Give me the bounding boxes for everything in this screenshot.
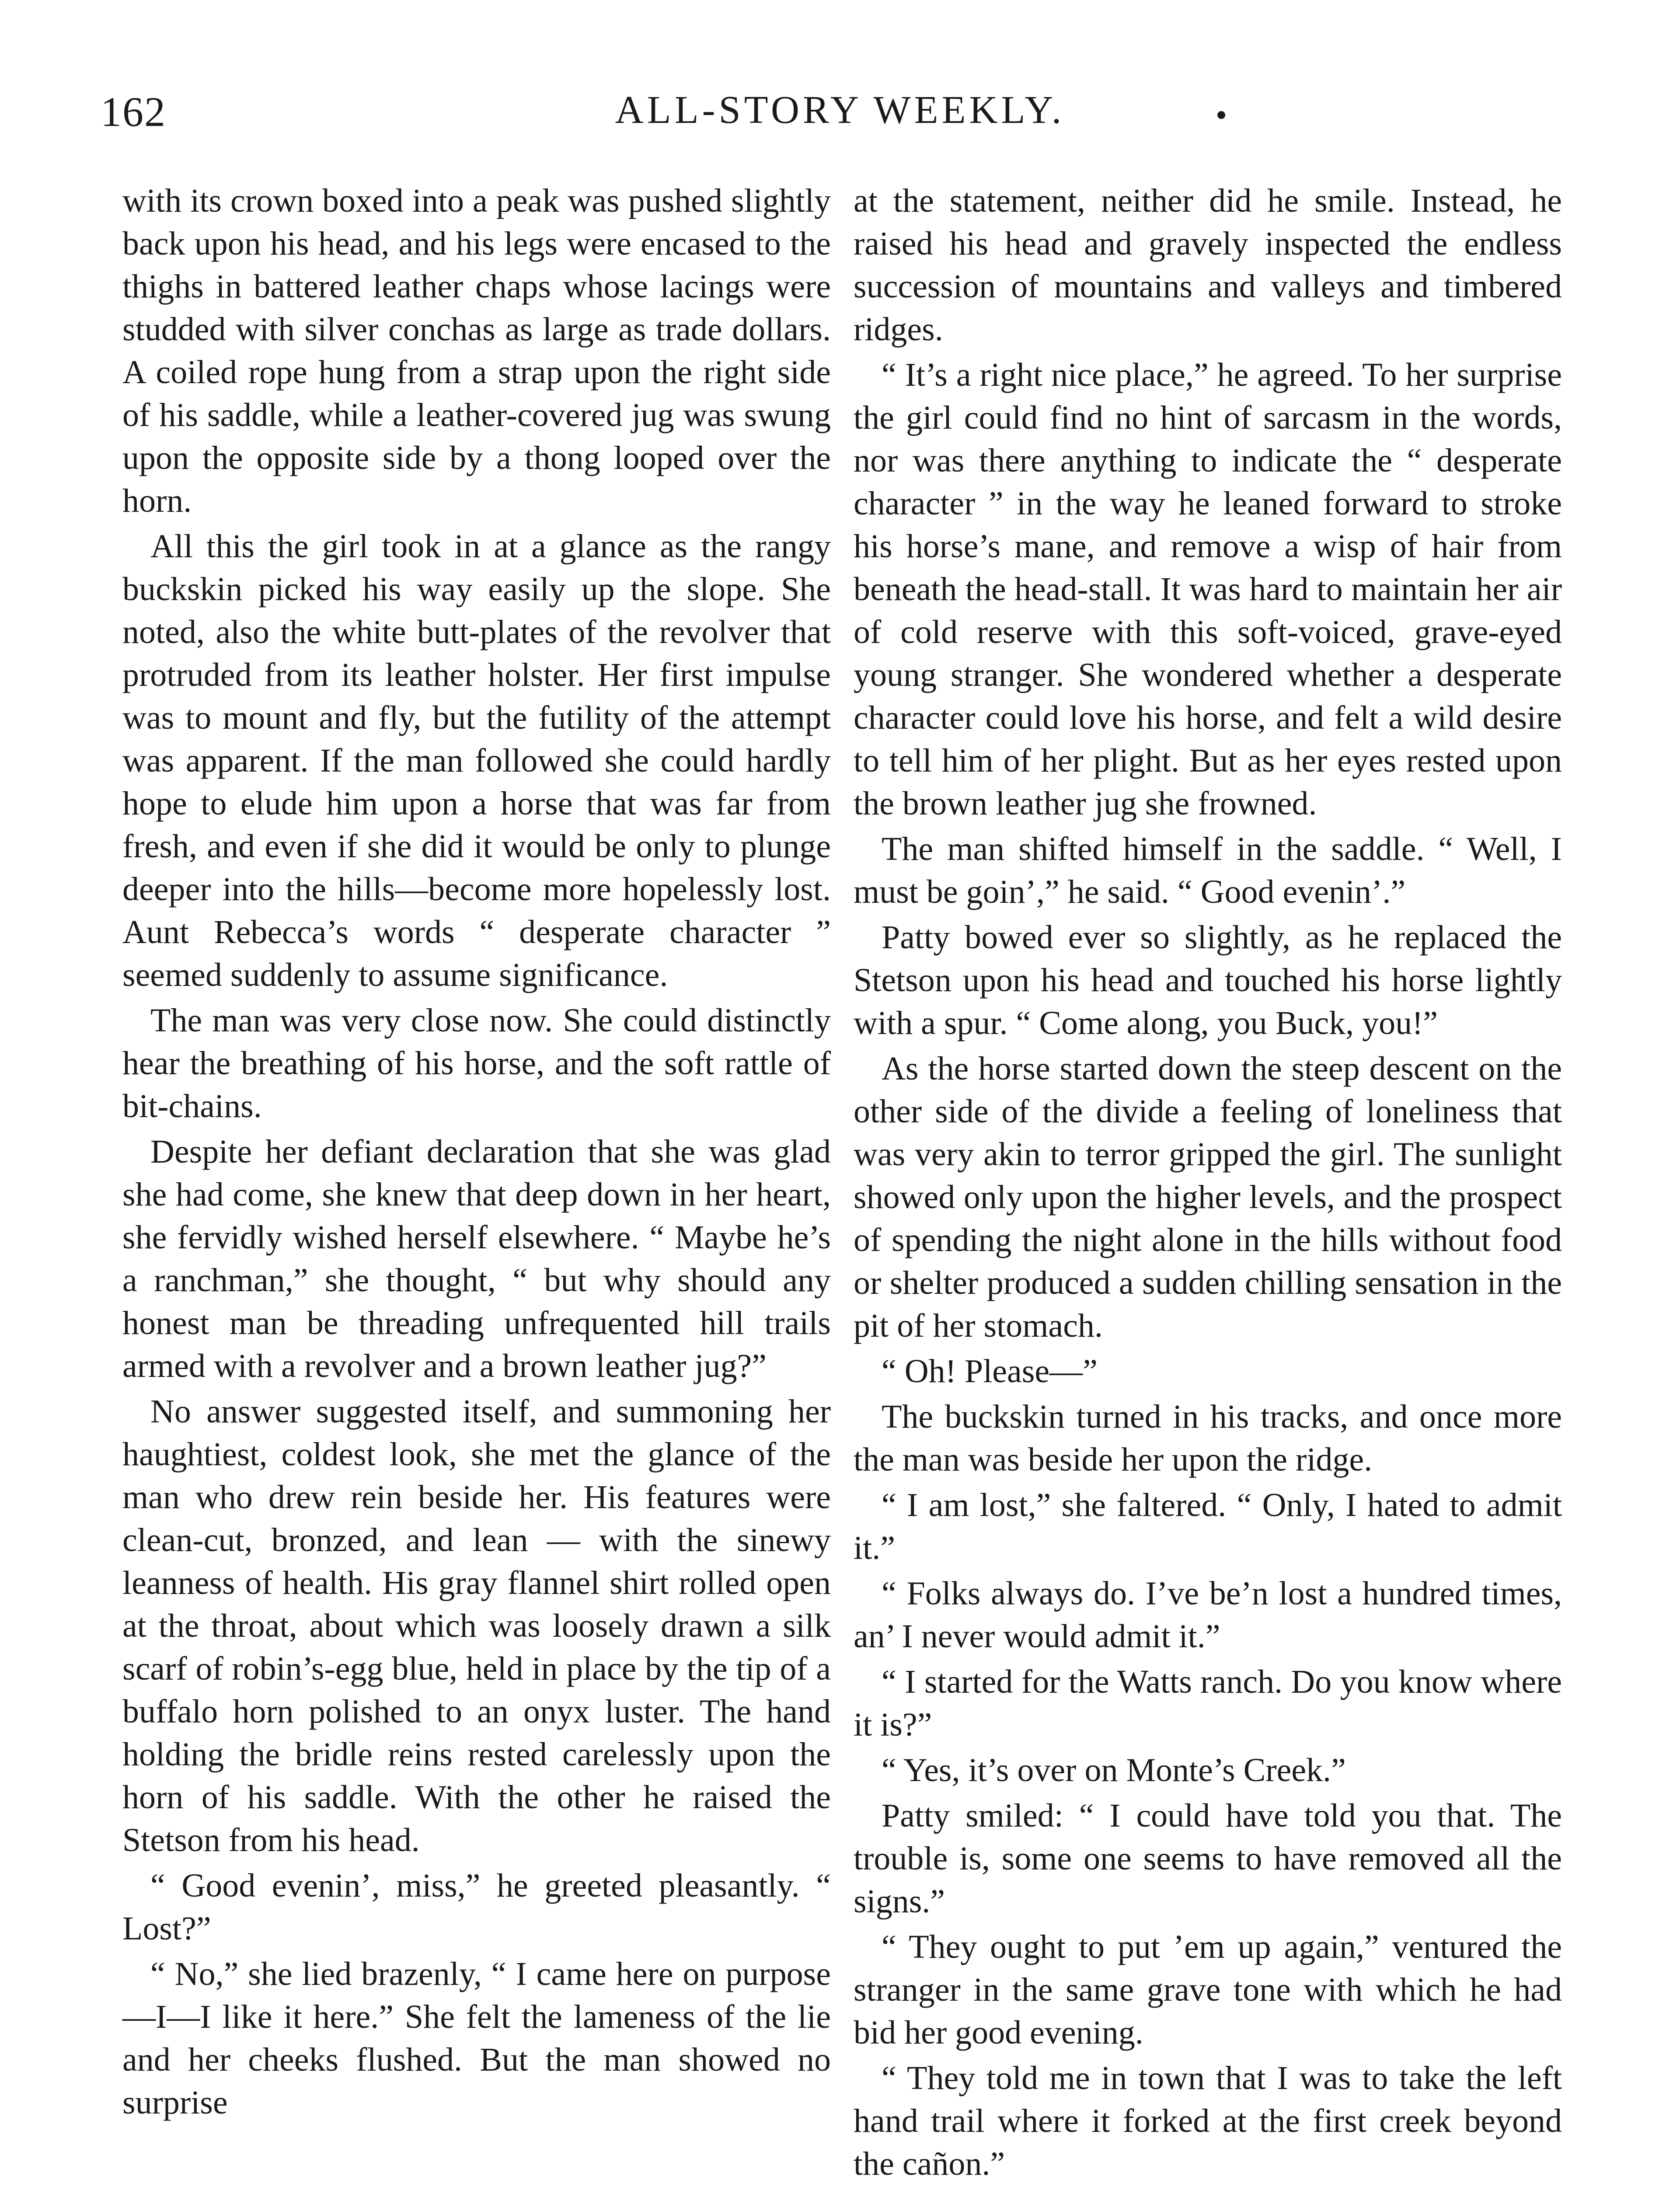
paragraph: “ Oh! Please—” — [882, 1353, 1098, 1390]
left-column — [122, 179, 831, 2127]
paragraph: No answer suggested itself, and summoning her haughtiest, coldest look, she met the glance of the man who drew rein beside her. His features were clean-cut, bronzed, and lean — with the sinewy leanness of health. His gray flannel shirt rolled open at the throat, about which was loosely drawn a silk scarf of robin’s-egg blue, held in place by the tip of a buffalo horn polished to an onyx luster. The hand holding the bridle reins rested carelessly upon the horn of his saddle. With the other he raised the Stetson from his head. — [122, 1393, 831, 1859]
paragraph: The man was very close now. She could distinctly hear the breathing of his horse, and the soft rattle of bit-chains. — [122, 1002, 831, 1125]
right-column — [854, 179, 1562, 2187]
paragraph: “ Folks always do. I’ve be’n lost a hundred times, an’ I never would admit it.” — [854, 1575, 1562, 1655]
paragraph: at the statement, neither did he smile. Instead, he raised his head and gravely inspected the endless succession of mountains and valleys and timbered ridges. — [854, 182, 1562, 348]
paragraph: Patty bowed ever so slightly, as he replaced the Stetson upon his head and touched his horse lightly with a spur. “ Come along, you Buck, you!” — [854, 919, 1562, 1041]
paragraph: “ I started for the Watts ranch. Do you know where it is?” — [854, 1663, 1562, 1743]
page-header — [101, 87, 1579, 149]
paragraph: with its crown boxed into a peak was pushed slightly back upon his head, and his legs were encased to the thighs in battered leather chaps whose lacings were studded with silver conchas as large as trade dollars. A coiled rope hung from a strap upon the right side of his saddle, while a leather-covered jug was swung upon the opposite side by a thong looped over the horn. — [122, 182, 831, 519]
paragraph: As the horse started down the steep descent on the other side of the divide a feeling of loneliness that was very akin to terror gripped the girl. The sunlight showed only upon the higher levels, and the prospect of spending the night alone in the hills without food or shelter produced a sudden chilling sensation in the pit of her stomach. — [854, 1050, 1562, 1344]
paragraph: “ No,” she lied brazenly, “ I came here on purpose—I—I like it here.” She felt the lameness of the lie and her cheeks flushed. But the man showed no surprise — [122, 1956, 831, 2121]
paragraph: “ They told me in town that I was to take the left hand trail where it forked at the first creek beyond the cañon.” — [854, 2060, 1562, 2182]
paragraph: “ I am lost,” she faltered. “ Only, I hated to admit it.” — [854, 1487, 1562, 1566]
page-number: 162 — [101, 88, 166, 135]
header-dot-mark — [1217, 111, 1225, 119]
paragraph: “ Good evenin’, miss,” he greeted pleasantly. “ Lost?” — [122, 1867, 831, 1947]
paragraph: All this the girl took in at a glance as the rangy buckskin picked his way easily up the slope. She noted, also the white butt-plates of the revolver that protruded from its leather holster. Her first impulse was to mount and fly, but the futility of the attempt was apparent. If the man followed she could hardly hope to elude him upon a horse that was far from fresh, and even if she did it would be only to plunge deeper into the hills—become more hopelessly lost. Aunt Rebecca’s words “ desperate character ” seemed suddenly to assume significance. — [122, 528, 831, 993]
paragraph: “ They ought to put ’em up again,” ventured the stranger in the same grave tone with which he had bid her good evening. — [854, 1928, 1562, 2051]
paragraph: “ Yes, it’s over on Monte’s Creek.” — [882, 1752, 1346, 1789]
paragraph: The man shifted himself in the saddle. “ Well, I must be goin’,” he said. “ Good evenin’.” — [854, 831, 1562, 910]
running-title: ALL-STORY WEEKLY. — [615, 88, 1065, 132]
paragraph: “ It’s a right nice place,” he agreed. To her surprise the girl could find no hint of sarcasm in the words, nor was there anything to indicate the “ desperate character ” in the way he leaned forward to stroke his horse’s mane, and remove a wisp of hair from beneath the head-stall. It was hard to maintain her air of cold reserve with this soft-voiced, grave-eyed young stranger. She wondered whether a desperate character could love his horse, and felt a wild desire to tell him of her plight. But as her eyes rested upon the brown leather jug she frowned. — [854, 356, 1562, 822]
paragraph: The buckskin turned in his tracks, and once more the man was beside her upon the ridge. — [854, 1398, 1562, 1478]
paragraph: Patty smiled: “ I could have told you that. The trouble is, some one seems to have removed all the signs.” — [854, 1797, 1562, 1920]
paragraph: Despite her defiant declaration that she was glad she had come, she knew that deep down in her heart, she fervidly wished herself elsewhere. “ Maybe he’s a ranchman,” she thought, “ but why should any honest man be threading unfrequented hill trails armed with a revolver and a brown leather jug?” — [122, 1133, 831, 1384]
